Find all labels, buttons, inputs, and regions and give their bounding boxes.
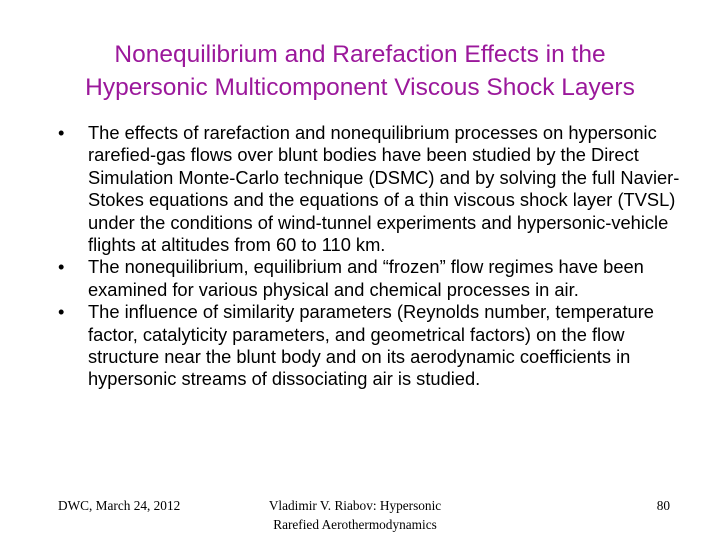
title-line-2: Hypersonic Multicomponent Viscous Shock Layers [85, 74, 635, 101]
footer-date: DWC, March 24, 2012 [58, 498, 181, 513]
bullet-icon: • [58, 301, 65, 323]
footer-author-line-1: Vladimir V. Riabov: Hypersonic [268, 498, 442, 513]
page-number: 80 [656, 498, 670, 513]
title-line-1: Nonequilibrium and Rarefaction Effects in the [114, 41, 606, 68]
bullet-list [58, 122, 688, 391]
bullet-icon: • [58, 256, 65, 278]
bullet-item [58, 256, 688, 301]
bullet-text: The nonequilibrium, equilibrium and “frozen” flow regimes have been examined for various physical and chemical processes in air. [88, 256, 644, 300]
bullet-text: The influence of similarity parameters (Reynolds number, temperature factor, catalyticity parameters, and geometrical factors) on the flow structure near the blunt body and on its aerodynamic coefficients in hypersonic streams of dissociating air is studied. [88, 301, 654, 390]
footer-author-line-2: Rarefied Aerothermodynamics [273, 517, 437, 532]
bullet-item [58, 122, 688, 256]
bullet-text: The effects of rarefaction and nonequilibrium processes on hypersonic rarefied-gas flows over blunt bodies have been studied by the Direct Simulation Monte-Carlo technique (DSMC) and by solving the full Navier-Stokes equations and the equations of a thin viscous shock layer (TVSL) under the conditions of wind-tunnel experiments and hypersonic-vehicle flights at altitudes from 60 to 110 km. [88, 122, 680, 256]
bullet-item [58, 301, 688, 391]
footer-author [230, 496, 480, 534]
bullet-icon: • [58, 122, 65, 143]
slide-title [30, 38, 690, 104]
